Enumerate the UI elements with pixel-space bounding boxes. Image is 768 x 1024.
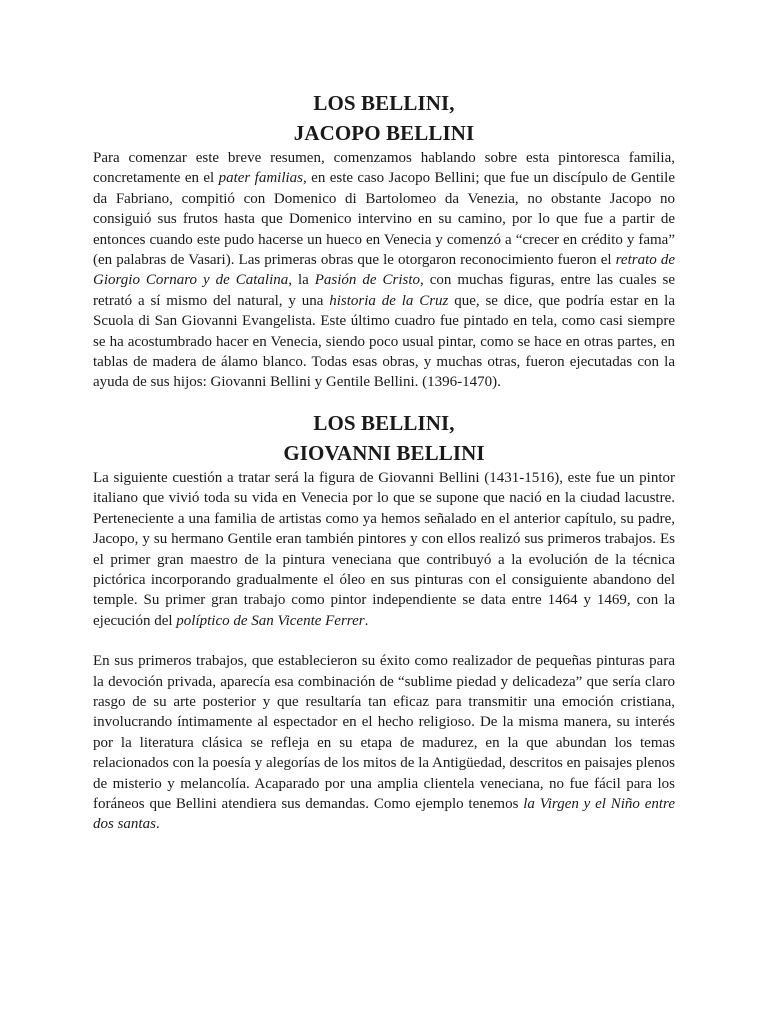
- heading-line: LOS BELLINI,: [313, 410, 455, 435]
- text-run: La siguiente cuestión a tratar será la figura de Giovanni Bellini (1431-1516), este fue un pintor italiano que vivió toda su vida en Venecia por lo que se supone que nació en la ciudad lacustre. Perteneciente a una familia de artistas como ya hemos señalado en el anterior capítulo, su padre, Jacopo, y su hermano Gentile eran también pintores y con ellos realizó sus primeros trabajos. Es el primer gran maestro de la pintura veneciana que contribuyó a la evolución de la técnica pictórica incorporando gradualmente el óleo en sus pinturas con el consiguiente abandono del temple. Su primer gran trabajo como pintor independiente se data entre 1464 y 1469, con la ejecución del: [93, 469, 675, 629]
- text-run: En sus primeros trabajos, que establecieron su éxito como realizador de pequeñas pinturas para la devoción privada, aparecía esa combinación de “sublime piedad y delicadeza” que sería claro rasgo de su arte posterior y que resultaría tan eficaz para transmitir una emoción cristiana, involucrando íntimamente al espectador en el hecho religioso. De la misma manera, su interés por la literatura clásica se refleja en su etapa de madurez, en la que abundan los temas relacionados con la poesía y alegorías de los mitos de la Antigüedad, descritos en paisajes plenos de misterio y melancolía. Acaparado por una amplia clientela veneciana, no fue fácil para los foráneos que Bellini atendiera sus demandas. Como ejemplo tenemos: [93, 653, 675, 812]
- paragraph-spacer: [93, 631, 675, 651]
- paragraph-giovanni-1: [93, 468, 675, 631]
- italic-artwork-title: políptico de San Vicente Ferrer: [176, 612, 365, 629]
- text-run: , en este caso Jacopo Bellini; que fue un discípulo de Gentile da Fabriano, compitió con Domenico di Bartolomeo da Venezia, no obstante Jacopo no consiguió sus frutos hasta que Domenico intervino en su camino, por lo que fue a partir de entonces cuando este pudo hacerse un hueco en Venecia y comenzó a “crecer en crédito y fama” (en palabras de Vasari). Las primeras obras que le otorgaron reconocimiento fueron el: [93, 170, 675, 269]
- paragraph-jacopo: [93, 148, 675, 393]
- text-run: Para comenzar este breve resumen, comenzamos hablando sobre esta pintoresca familia, concretamente en el: [93, 150, 675, 187]
- italic-artwork-title: historia de la Cruz: [329, 292, 449, 309]
- italic-term: pater familias: [218, 170, 304, 187]
- text-run: , la: [288, 272, 315, 289]
- section-spacer: [93, 393, 675, 408]
- heading-line: JACOPO BELLINI: [293, 121, 475, 145]
- section-heading-jacopo: [93, 88, 675, 148]
- text-run: , con muchas figuras, entre las cuales se retrató a sí mismo del natural, y una: [93, 272, 675, 309]
- italic-artwork-title: retrato de Giorgio Cornaro y de Catalina: [93, 252, 675, 289]
- document-page: [93, 88, 675, 835]
- heading-line: GIOVANNI BELLINI: [283, 440, 485, 465]
- italic-artwork-title: Pasión de Cristo: [314, 272, 421, 289]
- text-run: .: [155, 816, 160, 833]
- italic-artwork-title: la Virgen y el Niño entre dos santas: [93, 795, 675, 833]
- text-run: que, se dice, que podría estar en la Scuola di San Giovanni Evangelista. Este último cuadro fue pintado en tela, como casi siempre se ha acostumbrado hacer en Venecia, siendo poco usual pintar, como se hace en otras partes, en tablas de madera de álamo blanco. Todas esas obras, y muchas otras, fueron ejecutadas con la ayuda de sus hijos: Giovanni Bellini y Gentile Bellini. (1396-1470).: [93, 292, 675, 391]
- heading-line: LOS BELLINI,: [313, 91, 455, 115]
- paragraph-giovanni-2: [93, 651, 675, 835]
- text-run: .: [364, 612, 369, 629]
- section-heading-giovanni: [93, 408, 675, 468]
